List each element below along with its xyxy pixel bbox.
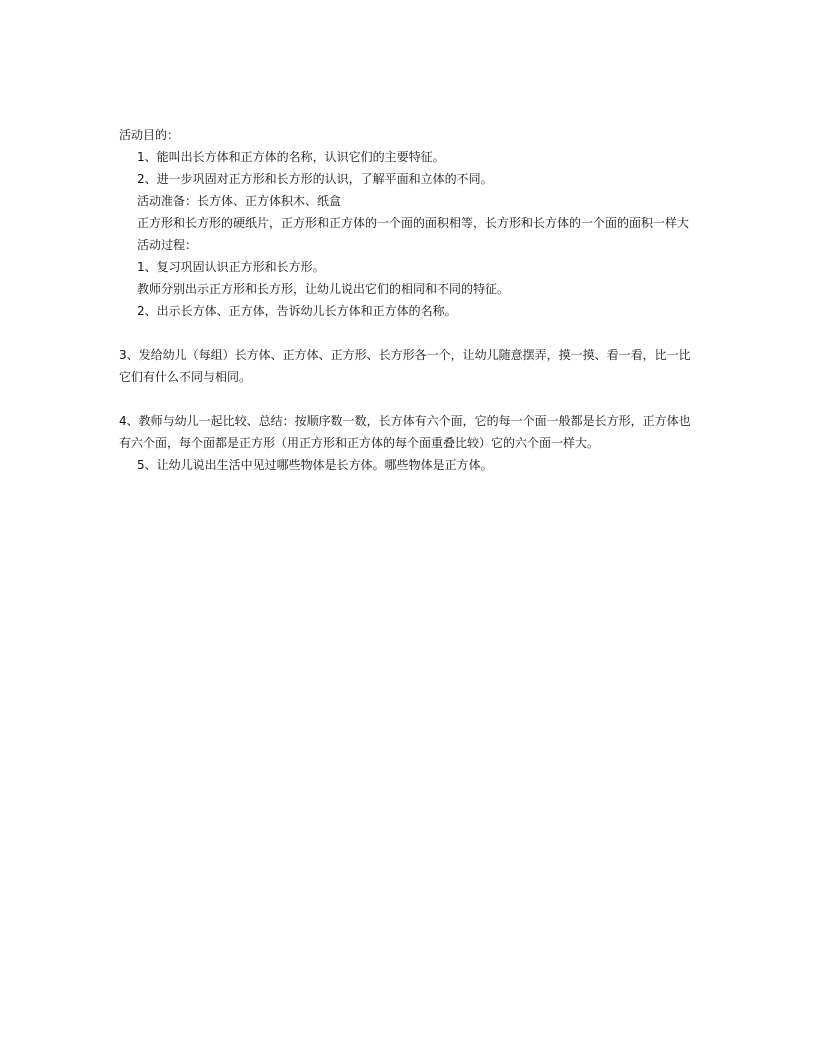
- document-body: [119, 124, 699, 476]
- preparation-detail: 正方形和长方形的硬纸片，正方形和正方体的一个面的面积相等，长方形和长方体的一个面的面积一样大: [137, 216, 690, 230]
- process-step-3: 3、发给幼儿（每组）长方体、正方体、正方形、长方形各一个，让幼儿随意摆弄，摸一摸、看一看，比一比它们有什么不同与相同。: [119, 348, 691, 384]
- preparation-label: 活动准备：长方体、正方体积木、纸盒: [137, 194, 342, 208]
- goal-item-2: 2、进一步巩固对正方形和长方形的认识，了解平面和立体的不同。: [137, 172, 493, 186]
- process-step-1-detail: 教师分别出示正方形和长方形，让幼儿说出它们的相同和不同的特征。: [137, 282, 510, 296]
- process-step-1: 1、复习巩固认识正方形和长方形。: [137, 260, 325, 274]
- process-heading: 活动过程：: [137, 238, 198, 252]
- process-step-5: 5、让幼儿说出生活中见过哪些物体是长方体。哪些物体是正方体。: [137, 458, 493, 472]
- process-step-2: 2、出示长方体、正方体，告诉幼儿长方体和正方体的名称。: [137, 304, 457, 318]
- goal-item-1: 1、能叫出长方体和正方体的名称，认识它们的主要特征。: [137, 150, 445, 164]
- activity-goal-heading: 活动目的：: [119, 128, 180, 142]
- process-step-4: 4、教师与幼儿一起比较、总结：按顺序数一数，长方体有六个面，它的每一个面一般都是长方形，正方体也有六个面，每个面都是正方形（用正方形和正方体的每个面重叠比较）它的六个面一样大。: [119, 414, 691, 450]
